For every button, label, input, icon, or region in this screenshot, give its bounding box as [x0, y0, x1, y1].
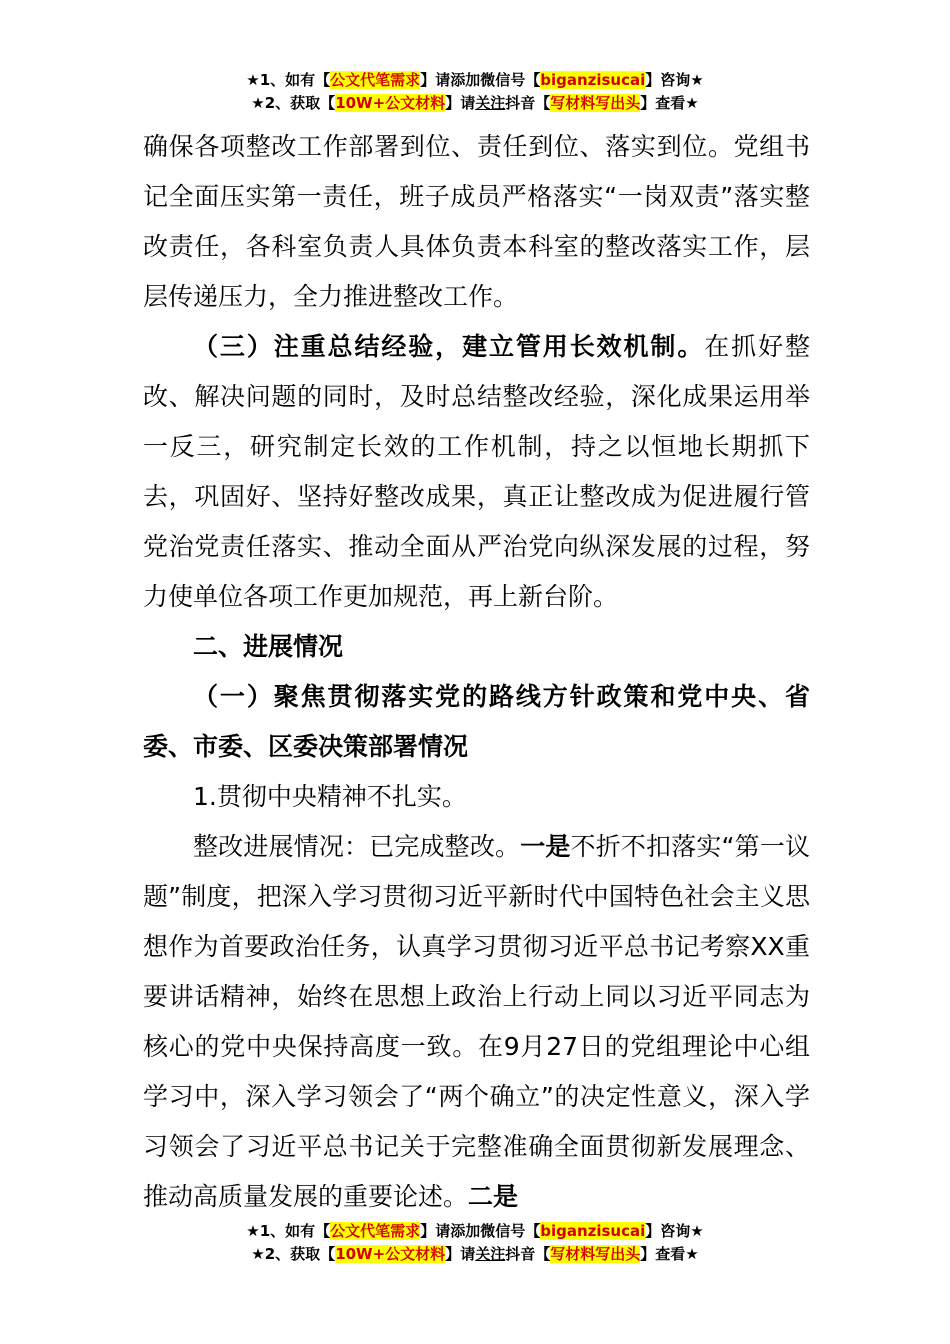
heading-subsection-1: （一）聚焦贯彻落实党的路线方针政策和党中央、省委、市委、区委决策部署情况: [143, 682, 810, 761]
header-banner: [0, 69, 950, 115]
banner-highlight: biganzisucai: [540, 71, 646, 89]
footer-banner: [0, 1220, 950, 1266]
paragraph-3: 整改进展情况：已完成整改。一是不折不扣落实“第一议题”制度，把深入学习贯彻习近平新时代中国特色社会主义思想作为首要政治任务，认真学习贯彻习近平总书记考察XX重要讲话精神，始终在思想上政治上行动上同以习近平同志为核心的党中央保持高度一致。在9月27日的党组理论中心组学习中，深入学习领会了“两个确立”的决定性意义，深入学习领会了习近平总书记关于完整准确全面贯彻新发展理念、推动高质量发展的重要论述。二是: [143, 832, 810, 1211]
footer-highlight: biganzisucai: [540, 1222, 646, 1240]
heading-progress: 二、进展情况: [193, 632, 344, 661]
footer-highlight: 公文代笔需求: [330, 1222, 421, 1240]
banner-line-1: ★1、如有【公文代笔需求】请添加微信号【biganzisucai】咨询★: [246, 71, 704, 89]
footer-underline: 关注: [475, 1245, 506, 1263]
paragraph-1: 确保各项整改工作部署到位、责任到位、落实到位。党组书记全面压实第一责任，班子成员严格落实“一岗双责”落实整改责任，各科室负责人具体负责本科室的整改落实工作，层层传递压力，全力推进整改工作。: [143, 132, 810, 311]
banner-highlight: 10W+公文材料: [335, 94, 446, 112]
item-1: 1.贯彻中央精神不扎实。: [193, 782, 467, 811]
banner-highlight: 公文代笔需求: [330, 71, 421, 89]
banner-highlight: 写材料写出头: [550, 94, 641, 112]
footer-highlight: 10W+公文材料: [335, 1245, 446, 1263]
banner-line-2: ★2、获取【10W+公文材料】请关注抖音【写材料写出头】查看★: [251, 94, 699, 112]
ordinal-first: 一是: [520, 832, 571, 861]
footer-highlight: 写材料写出头: [550, 1245, 641, 1263]
document-body: [143, 122, 810, 1222]
paragraph-2: （三）注重总结经验，建立管用长效机制。在抓好整改、解决问题的同时，及时总结整改经验，深化成果运用举一反三，研究制定长效的工作机制，持之以恒地长期抓下去，巩固好、坚持好整改成果，真正让整改成为促进履行管党治党责任落实、推动全面从严治党向纵深发展的过程，努力使单位各项工作更加规范，再上新台阶。: [143, 332, 810, 611]
ordinal-second: 二是: [468, 1182, 519, 1211]
footer-line-2: ★2、获取【10W+公文材料】请关注抖音【写材料写出头】查看★: [251, 1245, 699, 1263]
banner-underline: 关注: [475, 94, 506, 112]
section-heading-3: （三）注重总结经验，建立管用长效机制。: [193, 332, 705, 361]
footer-line-1: ★1、如有【公文代笔需求】请添加微信号【biganzisucai】咨询★: [246, 1222, 704, 1240]
